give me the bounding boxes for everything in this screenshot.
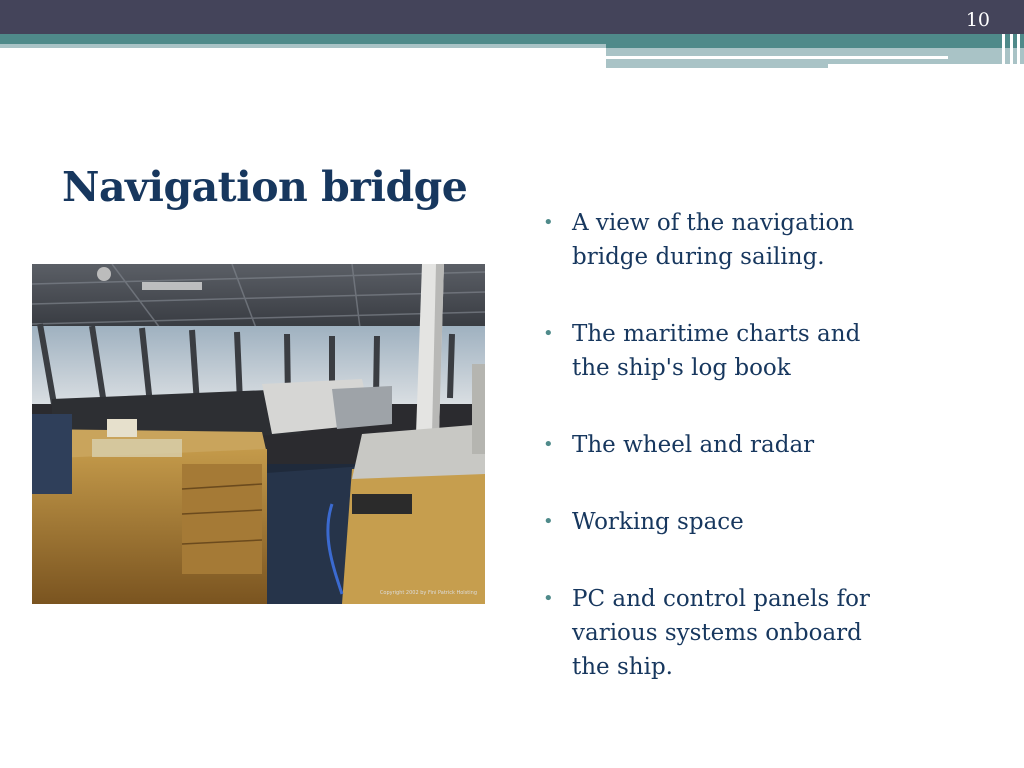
photo-copyright: Copyright 2002 by Fini Patrick Holsting [379,590,477,596]
header-teal-left-strip [0,44,606,48]
header-white-strip [828,64,1024,68]
bullet-item [543,505,903,539]
header-dark-band [0,0,1024,34]
bullet-item [543,206,903,274]
bullet-dot-icon: • [543,511,554,532]
header-bar [1010,34,1013,68]
header-bar [1017,34,1020,68]
bullet-text: A view of the navigation bridge during sailing. [572,210,855,270]
bullet-dot-icon: • [543,212,554,233]
bullet-item [543,317,903,385]
bullet-dot-icon: • [543,323,554,344]
bullet-dot-icon: • [543,434,554,455]
bullet-list [543,206,903,727]
bullet-dot-icon: • [543,588,554,609]
bullet-item [543,428,903,462]
navigation-bridge-photo [32,264,485,604]
bullet-item [543,582,903,684]
header-bar [1002,34,1005,68]
bullet-text: The wheel and radar [572,432,815,458]
bullet-text: Working space [572,509,744,535]
bullet-text: The maritime charts and the ship's log book [572,321,861,381]
slide-number: 10 [965,9,990,31]
bullet-text: PC and control panels for various systems onboard the ship. [572,586,870,680]
slide-title: Navigation bridge [62,163,468,211]
header-white-strip [606,56,948,59]
